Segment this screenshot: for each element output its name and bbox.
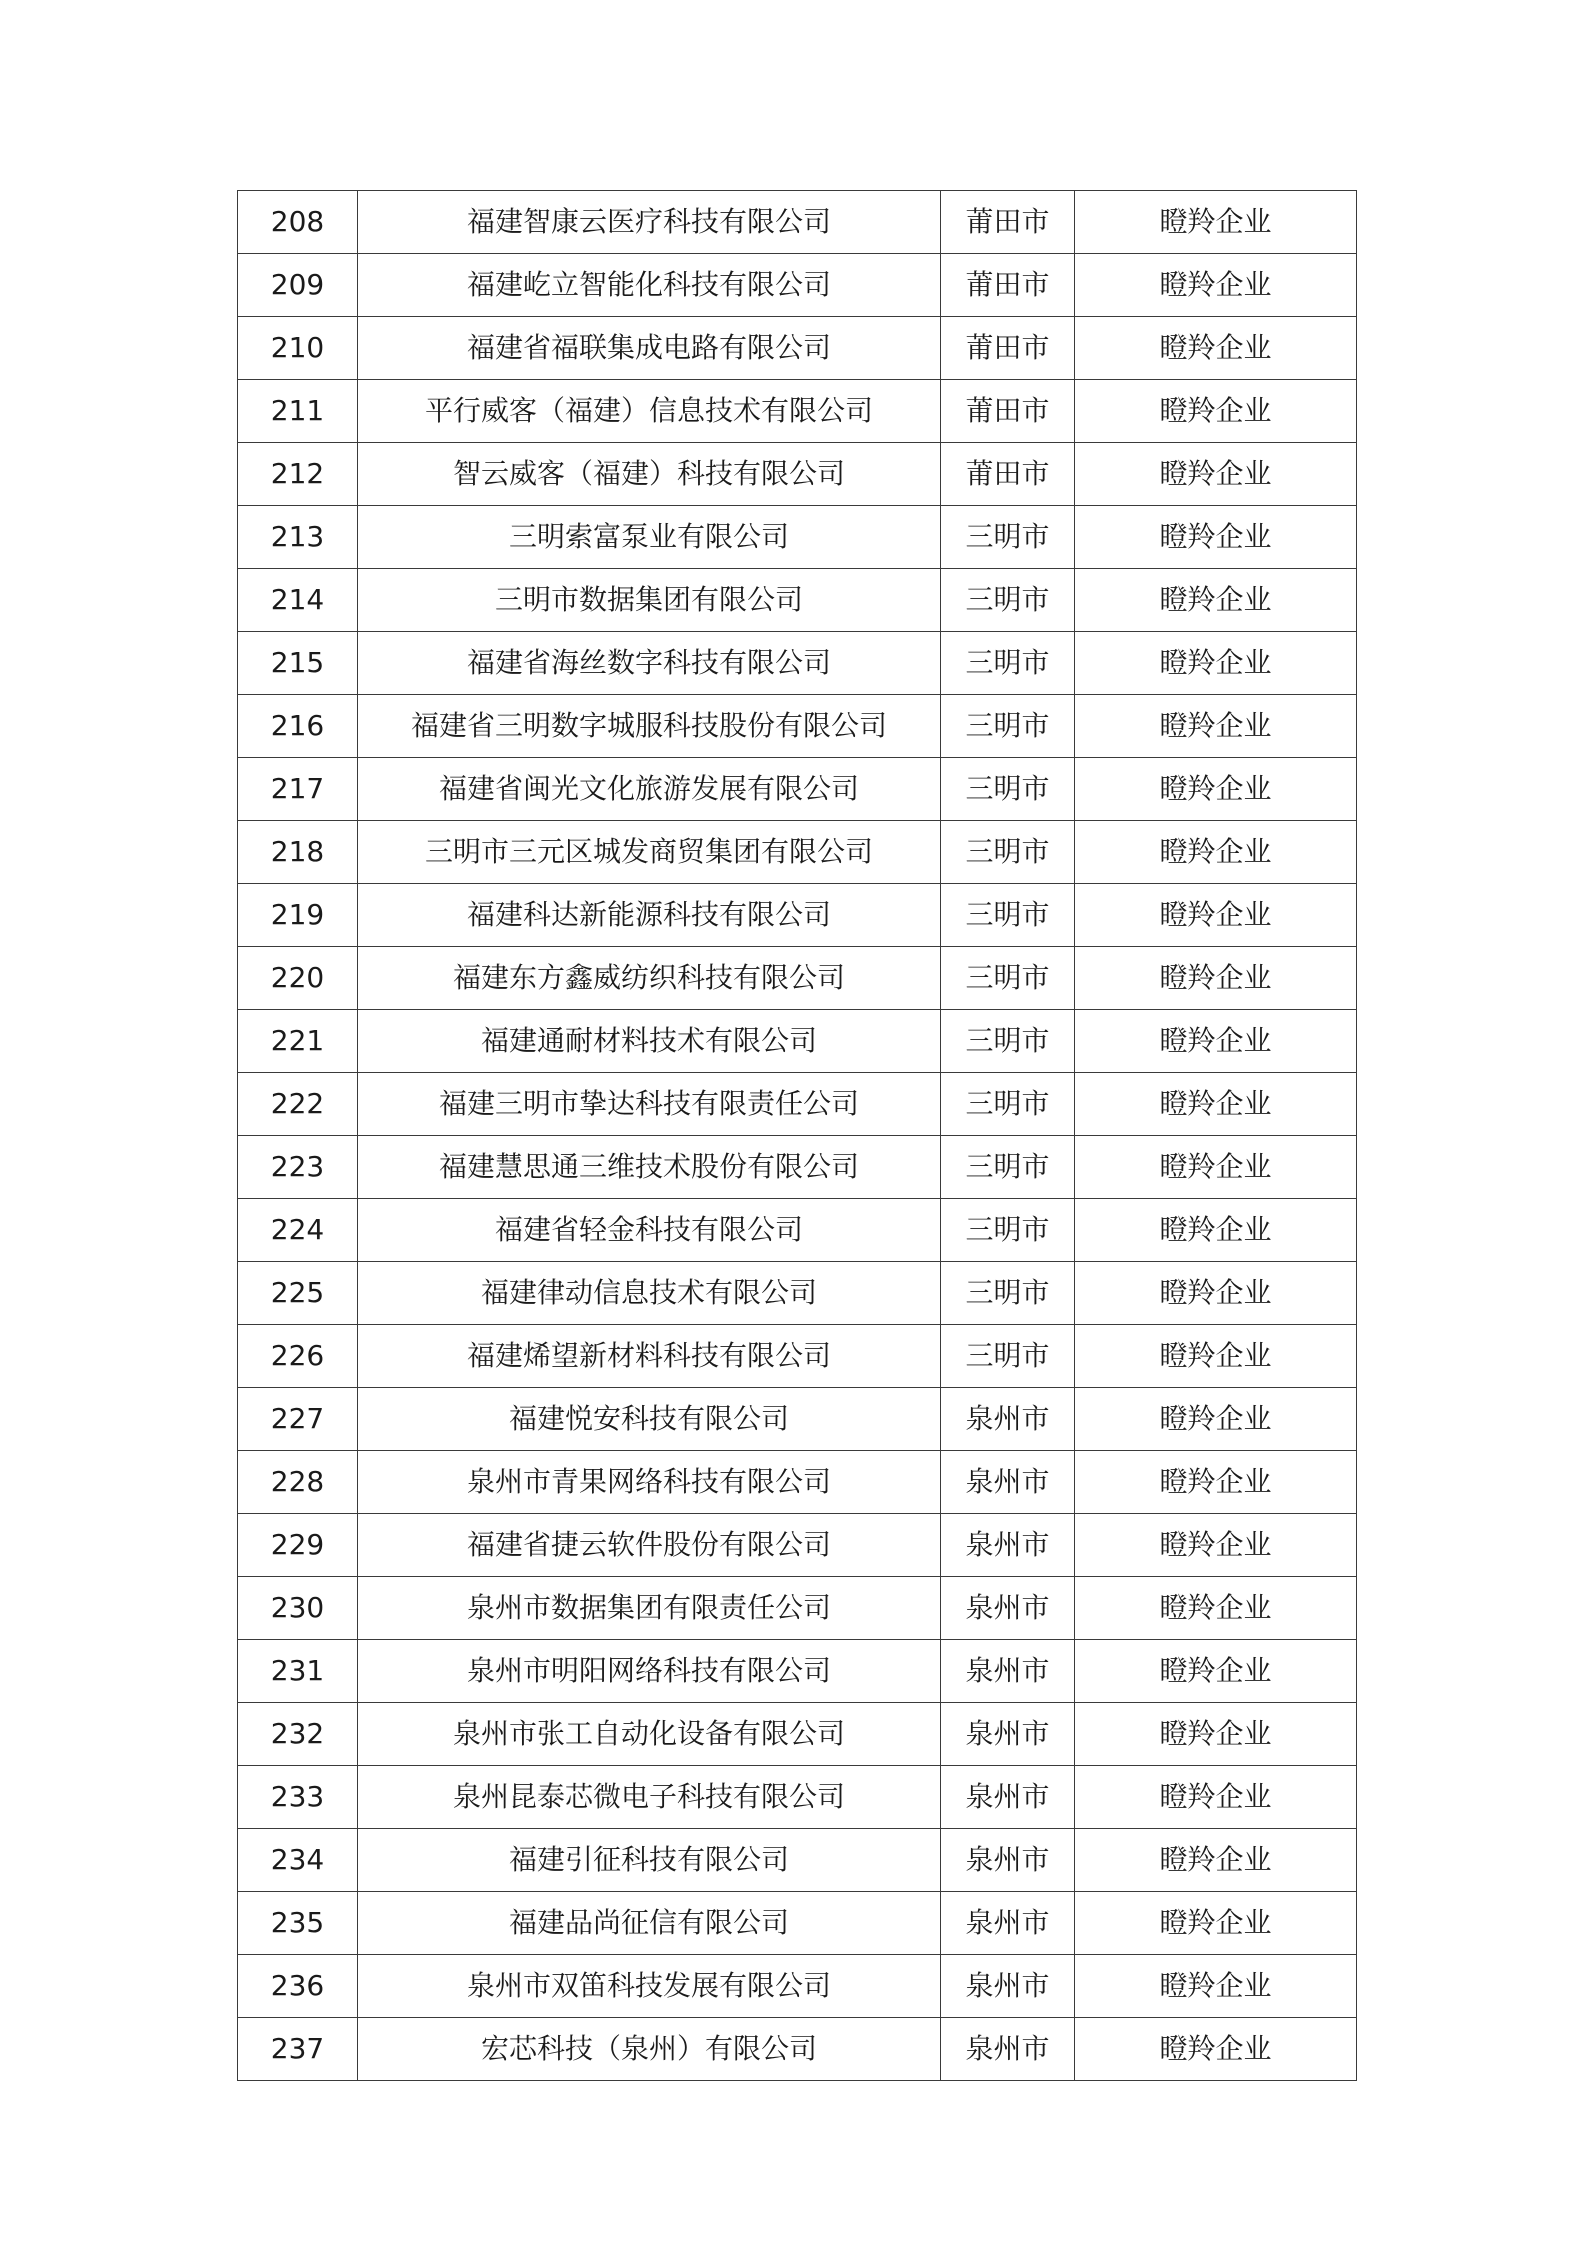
category-cell: 瞪羚企业 [1075, 1892, 1357, 1955]
row-number-cell: 227 [238, 1388, 358, 1451]
city-cell: 三明市 [941, 1199, 1075, 1262]
company-name-cell: 平行威客（福建）信息技术有限公司 [358, 380, 941, 443]
table-row [238, 884, 1357, 947]
city-cell: 三明市 [941, 947, 1075, 1010]
row-number-cell: 209 [238, 254, 358, 317]
company-name-cell: 泉州市青果网络科技有限公司 [358, 1451, 941, 1514]
category-cell: 瞪羚企业 [1075, 1388, 1357, 1451]
city-cell: 泉州市 [941, 1388, 1075, 1451]
category-cell: 瞪羚企业 [1075, 1829, 1357, 1892]
row-number-cell: 211 [238, 380, 358, 443]
row-number-cell: 237 [238, 2018, 358, 2081]
category-cell: 瞪羚企业 [1075, 1325, 1357, 1388]
city-cell: 泉州市 [941, 1766, 1075, 1829]
company-name-cell: 福建省闽光文化旅游发展有限公司 [358, 758, 941, 821]
category-cell: 瞪羚企业 [1075, 443, 1357, 506]
row-number-cell: 226 [238, 1325, 358, 1388]
company-name-cell: 三明索富泵业有限公司 [358, 506, 941, 569]
document-page [237, 190, 1356, 2081]
category-cell: 瞪羚企业 [1075, 1010, 1357, 1073]
table-row [238, 1892, 1357, 1955]
table-row [238, 1955, 1357, 2018]
category-cell: 瞪羚企业 [1075, 191, 1357, 254]
row-number-cell: 232 [238, 1703, 358, 1766]
company-name-cell: 三明市数据集团有限公司 [358, 569, 941, 632]
category-cell: 瞪羚企业 [1075, 317, 1357, 380]
row-number-cell: 212 [238, 443, 358, 506]
enterprise-table [237, 190, 1357, 2081]
row-number-cell: 229 [238, 1514, 358, 1577]
row-number-cell: 228 [238, 1451, 358, 1514]
company-name-cell: 福建省海丝数字科技有限公司 [358, 632, 941, 695]
category-cell: 瞪羚企业 [1075, 1073, 1357, 1136]
company-name-cell: 智云威客（福建）科技有限公司 [358, 443, 941, 506]
city-cell: 莆田市 [941, 191, 1075, 254]
table-row [238, 1451, 1357, 1514]
table-row [238, 1766, 1357, 1829]
table-row [238, 317, 1357, 380]
category-cell: 瞪羚企业 [1075, 695, 1357, 758]
city-cell: 泉州市 [941, 1640, 1075, 1703]
company-name-cell: 泉州市张工自动化设备有限公司 [358, 1703, 941, 1766]
company-name-cell: 福建省捷云软件股份有限公司 [358, 1514, 941, 1577]
category-cell: 瞪羚企业 [1075, 254, 1357, 317]
city-cell: 莆田市 [941, 254, 1075, 317]
category-cell: 瞪羚企业 [1075, 1577, 1357, 1640]
table-row [238, 443, 1357, 506]
table-row [238, 1388, 1357, 1451]
company-name-cell: 福建慧思通三维技术股份有限公司 [358, 1136, 941, 1199]
category-cell: 瞪羚企业 [1075, 380, 1357, 443]
row-number-cell: 224 [238, 1199, 358, 1262]
table-row [238, 254, 1357, 317]
city-cell: 泉州市 [941, 2018, 1075, 2081]
row-number-cell: 210 [238, 317, 358, 380]
company-name-cell: 福建屹立智能化科技有限公司 [358, 254, 941, 317]
category-cell: 瞪羚企业 [1075, 947, 1357, 1010]
city-cell: 三明市 [941, 821, 1075, 884]
row-number-cell: 220 [238, 947, 358, 1010]
table-body [238, 191, 1357, 2081]
row-number-cell: 218 [238, 821, 358, 884]
table-row [238, 1325, 1357, 1388]
row-number-cell: 230 [238, 1577, 358, 1640]
row-number-cell: 233 [238, 1766, 358, 1829]
city-cell: 泉州市 [941, 1703, 1075, 1766]
city-cell: 莆田市 [941, 317, 1075, 380]
company-name-cell: 泉州市明阳网络科技有限公司 [358, 1640, 941, 1703]
table-row [238, 1640, 1357, 1703]
company-name-cell: 福建省轻金科技有限公司 [358, 1199, 941, 1262]
table-row [238, 1514, 1357, 1577]
category-cell: 瞪羚企业 [1075, 821, 1357, 884]
company-name-cell: 福建引征科技有限公司 [358, 1829, 941, 1892]
city-cell: 泉州市 [941, 1829, 1075, 1892]
table-row [238, 569, 1357, 632]
row-number-cell: 217 [238, 758, 358, 821]
company-name-cell: 泉州市数据集团有限责任公司 [358, 1577, 941, 1640]
category-cell: 瞪羚企业 [1075, 1514, 1357, 1577]
table-row [238, 758, 1357, 821]
company-name-cell: 福建科达新能源科技有限公司 [358, 884, 941, 947]
company-name-cell: 福建省福联集成电路有限公司 [358, 317, 941, 380]
company-name-cell: 福建品尚征信有限公司 [358, 1892, 941, 1955]
city-cell: 三明市 [941, 758, 1075, 821]
category-cell: 瞪羚企业 [1075, 758, 1357, 821]
category-cell: 瞪羚企业 [1075, 632, 1357, 695]
city-cell: 三明市 [941, 1073, 1075, 1136]
table-row [238, 2018, 1357, 2081]
category-cell: 瞪羚企业 [1075, 1262, 1357, 1325]
company-name-cell: 泉州市双笛科技发展有限公司 [358, 1955, 941, 2018]
company-name-cell: 福建烯望新材料科技有限公司 [358, 1325, 941, 1388]
category-cell: 瞪羚企业 [1075, 569, 1357, 632]
category-cell: 瞪羚企业 [1075, 1640, 1357, 1703]
city-cell: 泉州市 [941, 1577, 1075, 1640]
company-name-cell: 泉州昆泰芯微电子科技有限公司 [358, 1766, 941, 1829]
row-number-cell: 234 [238, 1829, 358, 1892]
category-cell: 瞪羚企业 [1075, 1703, 1357, 1766]
table-row [238, 1073, 1357, 1136]
category-cell: 瞪羚企业 [1075, 506, 1357, 569]
category-cell: 瞪羚企业 [1075, 1136, 1357, 1199]
city-cell: 三明市 [941, 884, 1075, 947]
table-row [238, 506, 1357, 569]
row-number-cell: 208 [238, 191, 358, 254]
table-row [238, 947, 1357, 1010]
company-name-cell: 福建东方鑫威纺织科技有限公司 [358, 947, 941, 1010]
table-row [238, 191, 1357, 254]
city-cell: 三明市 [941, 1262, 1075, 1325]
table-row [238, 1577, 1357, 1640]
city-cell: 三明市 [941, 1325, 1075, 1388]
category-cell: 瞪羚企业 [1075, 1955, 1357, 2018]
city-cell: 三明市 [941, 695, 1075, 758]
table-row [238, 1262, 1357, 1325]
city-cell: 泉州市 [941, 1514, 1075, 1577]
city-cell: 三明市 [941, 569, 1075, 632]
company-name-cell: 宏芯科技（泉州）有限公司 [358, 2018, 941, 2081]
table-row [238, 1703, 1357, 1766]
row-number-cell: 225 [238, 1262, 358, 1325]
city-cell: 三明市 [941, 632, 1075, 695]
city-cell: 泉州市 [941, 1892, 1075, 1955]
city-cell: 三明市 [941, 506, 1075, 569]
table-row [238, 695, 1357, 758]
table-row [238, 1199, 1357, 1262]
company-name-cell: 三明市三元区城发商贸集团有限公司 [358, 821, 941, 884]
city-cell: 三明市 [941, 1010, 1075, 1073]
category-cell: 瞪羚企业 [1075, 1451, 1357, 1514]
row-number-cell: 222 [238, 1073, 358, 1136]
company-name-cell: 福建悦安科技有限公司 [358, 1388, 941, 1451]
table-row [238, 1829, 1357, 1892]
company-name-cell: 福建省三明数字城服科技股份有限公司 [358, 695, 941, 758]
city-cell: 莆田市 [941, 380, 1075, 443]
city-cell: 泉州市 [941, 1955, 1075, 2018]
category-cell: 瞪羚企业 [1075, 1199, 1357, 1262]
city-cell: 三明市 [941, 1136, 1075, 1199]
city-cell: 泉州市 [941, 1451, 1075, 1514]
row-number-cell: 215 [238, 632, 358, 695]
city-cell: 莆田市 [941, 443, 1075, 506]
category-cell: 瞪羚企业 [1075, 884, 1357, 947]
row-number-cell: 213 [238, 506, 358, 569]
row-number-cell: 235 [238, 1892, 358, 1955]
row-number-cell: 223 [238, 1136, 358, 1199]
row-number-cell: 221 [238, 1010, 358, 1073]
row-number-cell: 214 [238, 569, 358, 632]
company-name-cell: 福建通耐材料技术有限公司 [358, 1010, 941, 1073]
table-row [238, 380, 1357, 443]
row-number-cell: 236 [238, 1955, 358, 2018]
table-row [238, 632, 1357, 695]
table-row [238, 1010, 1357, 1073]
row-number-cell: 219 [238, 884, 358, 947]
row-number-cell: 216 [238, 695, 358, 758]
table-row [238, 1136, 1357, 1199]
category-cell: 瞪羚企业 [1075, 1766, 1357, 1829]
category-cell: 瞪羚企业 [1075, 2018, 1357, 2081]
company-name-cell: 福建三明市挚达科技有限责任公司 [358, 1073, 941, 1136]
company-name-cell: 福建律动信息技术有限公司 [358, 1262, 941, 1325]
company-name-cell: 福建智康云医疗科技有限公司 [358, 191, 941, 254]
row-number-cell: 231 [238, 1640, 358, 1703]
table-row [238, 821, 1357, 884]
